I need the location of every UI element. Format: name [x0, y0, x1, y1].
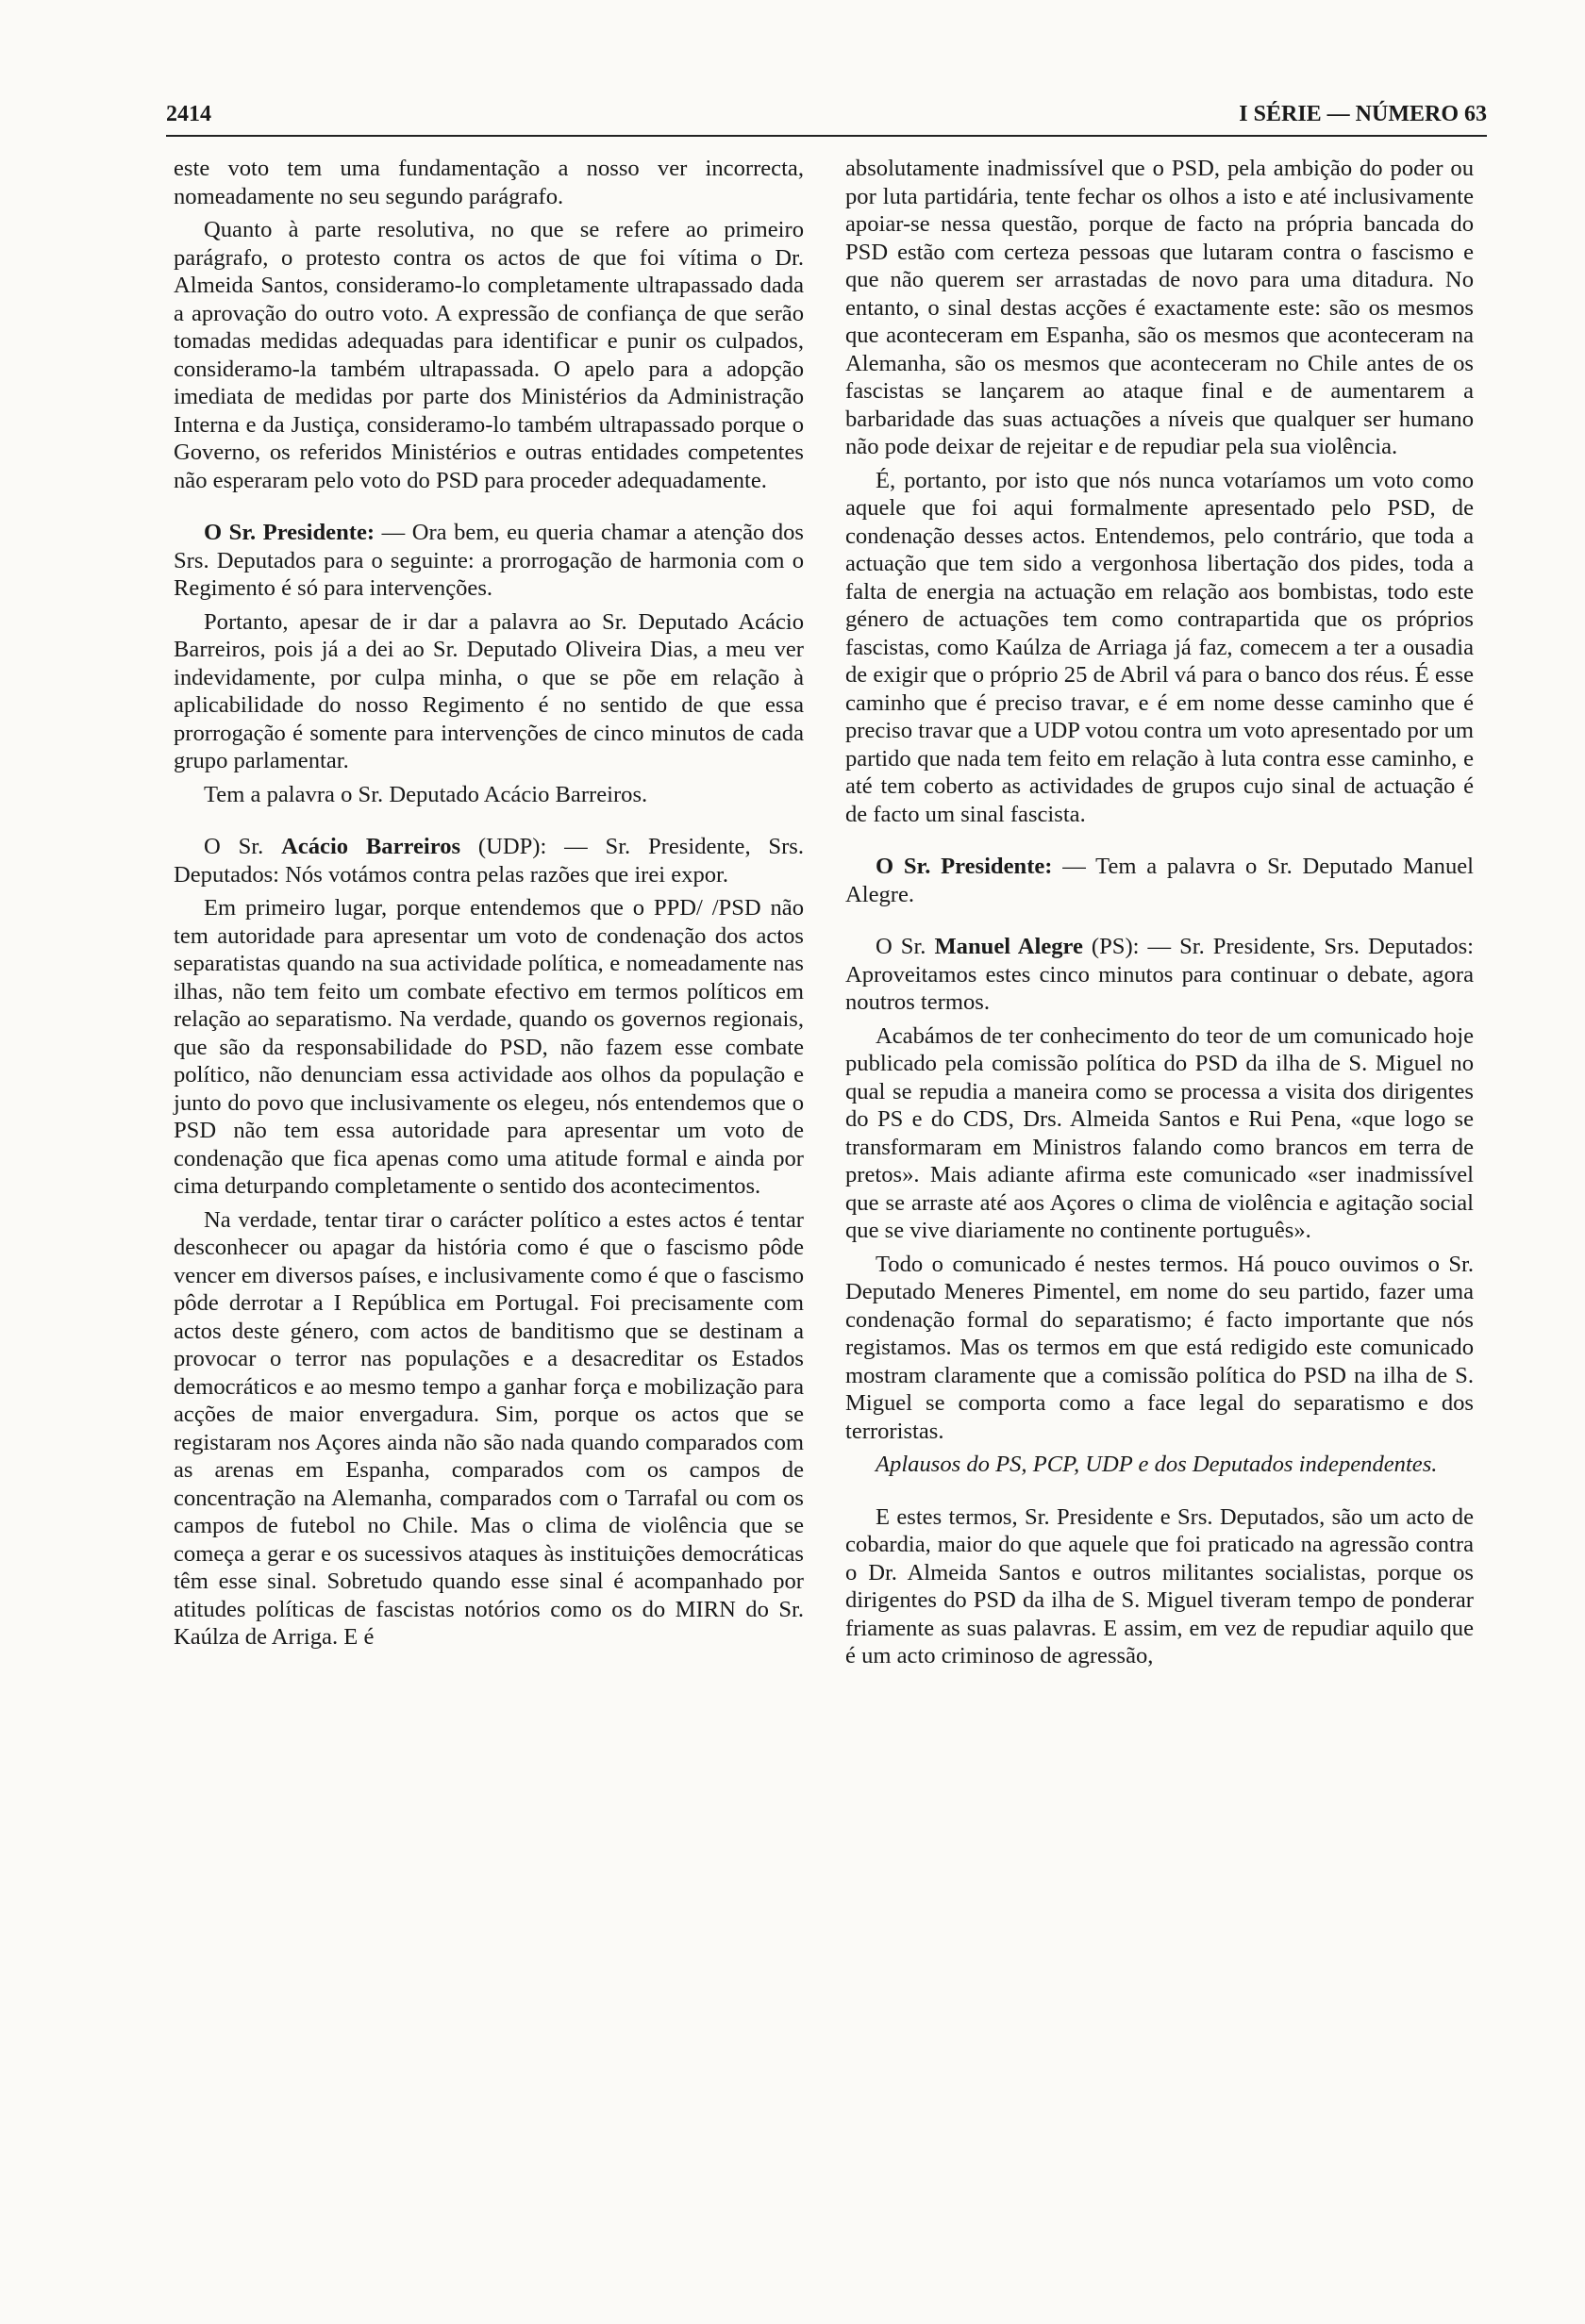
speaker-prefix: O Sr. — [876, 934, 935, 959]
speech-text: (UDP): — Sr. Presidente, Srs. Deputados: Nós votámos contra pelas razões que irei expor. — [174, 834, 804, 888]
paragraph: Em primeiro lugar, porque entendemos que o PPD/ /PSD não tem autoridade para apresentar um voto de condenação dos actos separatistas quando na sua actividade política, e nomeadamente nas ilhas, não tem feito um combate efectivo em termos políticos em relação ao separatismo. Na verdade, quando os governos regionais, que são da responsabilidade do PSD, não fazem esse combate político, não denunciam essa actividade aos olhos da população e junto do povo que inclusivamente os elegeu, nós entendemos que o PSD não tem essa autoridade para apresentar um voto de condenação que fica apenas como uma atitude formal e ainda por cima deturpando completamente o sentido dos acontecimentos. — [174, 895, 804, 1199]
paragraph: Todo o comunicado é nestes termos. Há pouco ouvimos o Sr. Deputado Meneres Pimentel, em nome do seu partido, fazer uma condenação formal do separatismo; é facto importante que nós registamos. Mas os termos em que está redigido este comunicado mostram claramente que a comissão política do PSD na ilha de S. Miguel se comporta como a face legal do separatismo e dos terroristas. — [845, 1251, 1474, 1444]
speech-text: — Ora bem, eu queria chamar a atenção dos Srs. Deputados para o seguinte: a prorrogação de harmonia com o Regimento é só para intervenções. — [174, 520, 804, 601]
right-column — [845, 155, 1474, 1676]
left-column — [174, 155, 804, 1657]
speaker-name: O Sr. Presidente: — [876, 854, 1053, 879]
speaker-name: Acácio Barreiros — [281, 834, 461, 859]
speaker-prefix: O Sr. — [204, 834, 282, 859]
applause-note: Aplausos do PS, PCP, UDP e dos Deputados independentes. — [876, 1452, 1438, 1477]
speech-paragraph — [174, 519, 804, 603]
speaker-name: O Sr. Presidente: — [204, 520, 375, 545]
paragraph: este voto tem uma fundamentação a nosso ver incorrecta, nomeadamente no seu segundo parágrafo. — [174, 156, 804, 209]
series-number: I SÉRIE — NÚMERO 63 — [1239, 102, 1487, 126]
speech-text: — Tem a palavra o Sr. Deputado Manuel Alegre. — [845, 854, 1474, 907]
speech-text: (PS): — Sr. Presidente, Srs. Deputados: Aproveitamos estes cinco minutos para continuar o debate, agora noutros termos. — [845, 934, 1474, 1015]
paragraph: Quanto à parte resolutiva, no que se refere ao primeiro parágrafo, o protesto contra os actos de que foi vítima o Dr. Almeida Santos, consideramo-lo completamente ultrapassado dada a aprovação do outro voto. A expressão de confiança de que serão tomadas medidas adequadas para identificar e punir os culpados, consideramo-la também ultrapassada. O apelo para a adopção imediata de medidas por parte dos Ministérios da Administração Interna e da Justiça, consideramo-lo também ultrapassado porque o Governo, os referidos Ministérios e outras entidades competentes não esperaram pelo voto do PSD para proceder adequadamente. — [174, 217, 804, 493]
header-rule — [166, 135, 1487, 137]
paragraph: É, portanto, por isto que nós nunca votaríamos um voto como aquele que foi aqui formalmente apresentado pelo PSD, de condenação desses actos. Entendemos, pelo contrário, que toda a actuação que tem sido a vergonhosa libertação dos pides, toda a falta de energia na actuação em relação aos bombistas, todo este género de actuações tem como contrapartida que os próprios fascistas, como Kaúlza de Arriaga já faz, comecem a ter a ousadia de exigir que o próprio 25 de Abril vá para o banco dos réus. É esse caminho que é preciso travar, e é em nome desse caminho que é preciso travar que a UDP votou contra um voto apresentado por um partido que nada tem feito em relação à luta contra esse caminho, e até tem coberto as actividades de grupos cujo sinal de actuação é de facto um sinal fascista. — [845, 467, 1474, 827]
paragraph: absolutamente inadmissível que o PSD, pela ambição do poder ou por luta partidária, tente fechar os olhos a isto e até inclusivamente apoiar-se nessa questão, porque de facto na própria bancada do PSD estão com certeza pessoas que lutaram contra o fascismo e que não querem ser arrastadas de novo para uma ditadura. No entanto, o sinal destas acções é exactamente este: são os mesmos que aconteceram em Espanha, são os mesmos que aconteceram na Alemanha, são os mesmos que aconteceram no Chile antes de os fascistas se lançarem ao ataque final e de aumentarem a barbaridade das suas actuações a níveis que qualquer ser humano não pode deixar de rejeitar e de repudiar pela sua violência. — [845, 156, 1474, 459]
speech-paragraph — [174, 833, 804, 888]
speech-paragraph — [845, 933, 1474, 1017]
paragraph: Na verdade, tentar tirar o carácter político a estes actos é tentar desconhecer ou apagar da história como é que o fascismo pôde vencer em diversos países, e inclusivamente como é que o fascismo pôde derrotar a I República em Portugal. Foi precisamente com actos deste género, com actos de banditismo que se destinam a provocar o terror nas populações e a desacreditar os Estados democráticos e ao mesmo tempo a ganhar força e mobilização para acções de maior envergadura. Sim, porque os actos que se registaram nos Açores ainda não são nada quando comparados com as arenas em Espanha, comparados com os campos de concentração na Alemanha, comparados com o Tarrafal ou com os campos de futebol no Chile. Mas o clima de violência que se começa a gerar e os sucessivos ataques às instituições democráticas têm esse sinal. Sobretudo quando esse sinal é acompanhado por atitudes políticas de fascistas notórios como os do MIRN do Sr. Kaúlza de Arriga. E é — [174, 1206, 804, 1650]
paragraph: E estes termos, Sr. Presidente e Srs. Deputados, são um acto de cobardia, maior do que aquele que foi praticado na agressão contra o Dr. Almeida Santos e outros militantes socialistas, porque os dirigentes do PSD da ilha de S. Miguel tiveram tempo de ponderar friamente as suas palavras. E assim, em vez de repudiar aquilo que é um acto criminoso de agressão, — [845, 1503, 1474, 1668]
speech-paragraph — [845, 853, 1474, 908]
page-number: 2414 — [166, 102, 211, 126]
page-header — [166, 94, 1487, 132]
speaker-name: Manuel Alegre — [934, 934, 1083, 959]
paragraph: Acabámos de ter conhecimento do teor de um comunicado hoje publicado pela comissão política do PSD da ilha de S. Miguel no qual se repudia a maneira como se processa a visita dos dirigentes do PS e do CDS, Drs. Almeida Santos e Rui Pena, «que logo se transformaram em Ministros falando como brancos em terra de pretos». Mais adiante afirma este comunicado «ser inadmissível que se arraste até aos Açores o clima de violência e agitação social que se vive diariamente no continente português». — [845, 1022, 1474, 1243]
paragraph: Tem a palavra o Sr. Deputado Acácio Barreiros. — [204, 781, 648, 807]
paragraph: Portanto, apesar de ir dar a palavra ao Sr. Deputado Acácio Barreiros, pois já a dei ao Sr. Deputado Oliveira Dias, a meu ver indevidamente, por culpa minha, o que se põe em relação à aplicabilidade do nosso Regimento é no sentido de que essa prorrogação é somente para intervenções de cinco minutos de cada grupo parlamentar. — [174, 608, 804, 773]
